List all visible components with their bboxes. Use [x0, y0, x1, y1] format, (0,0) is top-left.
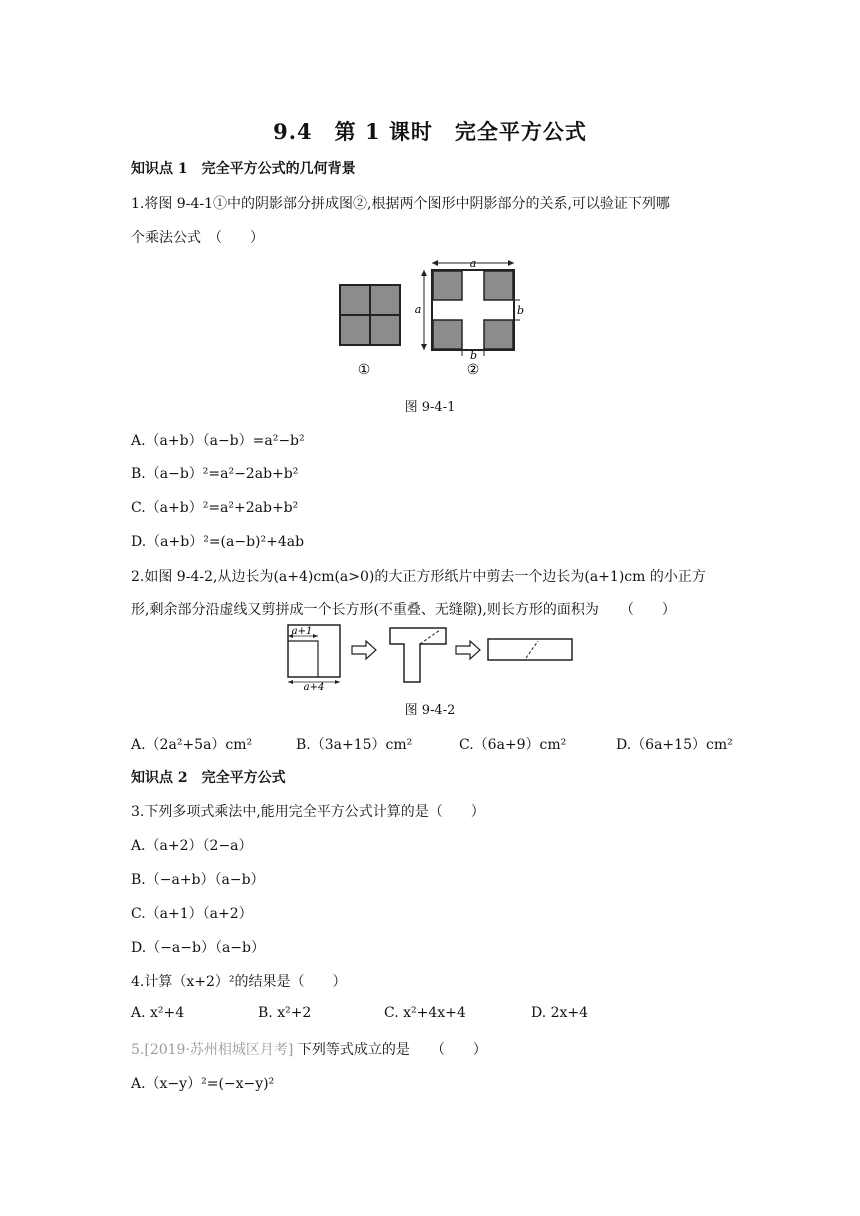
question-3-stem: 3.下列多项式乘法中,能用完全平方公式计算的是（ ） — [131, 804, 485, 820]
question-2-line-1: 2.如图 9-4-2,从边长为(a+4)cm(a>0)的大正方形纸片中剪去一个边长为(a+1)cm 的小正方 — [131, 569, 706, 585]
q4-option-d: D. 2x+4 — [531, 1005, 589, 1021]
section-heading-2: 知识点 2 完全平方公式 — [131, 770, 286, 786]
section-heading-1: 知识点 1 完全平方公式的几何背景 — [131, 161, 356, 177]
question-2-line-2: 形,剩余部分沿虚线又剪拼成一个长方形(不重叠、无缝隙),则长方形的面积为 （ ） — [131, 602, 676, 618]
q3-option-b: B.（−a+b）（a−b） — [131, 872, 265, 888]
question-1-line-1: 1.将图 9-4-1①中的阴影部分拼成图②,根据两个图形中阴影部分的关系,可以验证下列哪 — [131, 196, 670, 212]
label-a-plus-1: a+1 — [291, 626, 313, 637]
q3-option-c: C.（a+1）（a+2） — [131, 906, 253, 922]
label-a-top: a — [469, 257, 477, 270]
q3-option-a: A.（a+2）（2−a） — [131, 838, 253, 854]
question-5-stem — [131, 1039, 487, 1059]
q1-option-b: B.（a−b）²=a²−2ab+b² — [131, 466, 299, 482]
l-shape — [390, 628, 446, 682]
label-b-bottom: b — [470, 349, 478, 362]
q2-option-a: A.（2a²+5a）cm² — [131, 737, 253, 753]
arrow-right-icon-2 — [456, 641, 480, 659]
q1-option-c: C.（a+b）²=a²+2ab+b² — [131, 500, 299, 516]
q1-option-a: A.（a+b）（a−b）=a²−b² — [131, 433, 305, 449]
q4-option-b: B. x²+2 — [258, 1005, 312, 1021]
page-title: 9.4 第 1 课时 完全平方公式 — [273, 119, 587, 144]
label-b-right: b — [517, 304, 525, 317]
q2-option-b: B.（3a+15）cm² — [296, 737, 413, 753]
figure-1-square — [340, 285, 400, 345]
rectangle-result — [488, 639, 572, 660]
arrow-right-icon — [352, 641, 376, 659]
q4-option-c: C. x²+4x+4 — [384, 1005, 466, 1021]
figure-2-cross — [421, 260, 520, 356]
q2-option-d: D.（6a+15）cm² — [616, 737, 733, 753]
label-a-left: a — [414, 303, 422, 316]
figure-caption-1: 图 9-4-1 — [404, 400, 456, 415]
q1-option-d: D.（a+b）²=(a−b)²+4ab — [131, 534, 305, 550]
q2-option-c: C.（6a+9）cm² — [459, 737, 567, 753]
question-5-source: 5.[2019·苏州相城区月考] — [131, 1042, 294, 1058]
q4-option-a: A. x²+4 — [131, 1005, 185, 1021]
question-5-text: 下列等式成立的是 （ ） — [293, 1042, 487, 1058]
q3-option-d: D.（−a−b）（a−b） — [131, 940, 265, 956]
figure-9-4-2 — [280, 620, 580, 692]
figure-caption-2: 图 9-4-2 — [404, 703, 456, 718]
question-4-stem: 4.计算（x+2）²的结果是（ ） — [131, 974, 347, 990]
figure-number-1: ① — [357, 362, 371, 378]
figure-number-2: ② — [466, 362, 480, 378]
question-1-line-2: 个乘法公式 （ ） — [131, 230, 264, 246]
figure-9-4-1 — [330, 255, 530, 380]
label-a-plus-4: a+4 — [303, 682, 325, 692]
q5-option-a: A.（x−y）²=(−x−y)² — [131, 1076, 275, 1092]
